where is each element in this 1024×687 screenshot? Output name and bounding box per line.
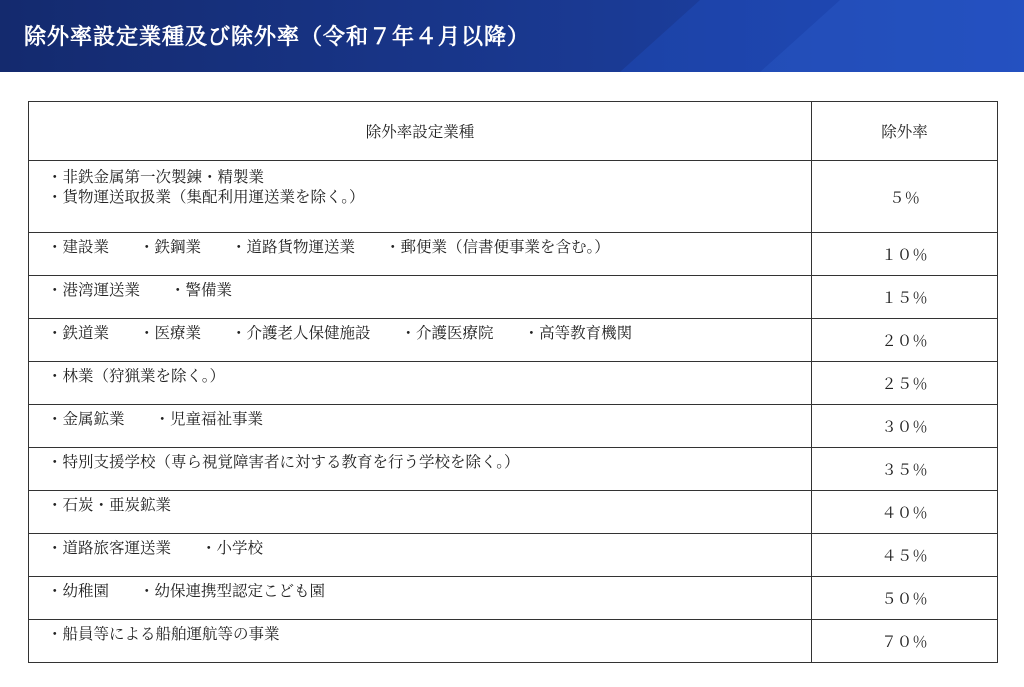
- industry-item: ・医療業: [139, 324, 202, 342]
- rate-cell: ３５％: [812, 448, 998, 491]
- industry-cell: [29, 491, 812, 534]
- rate-cell: １５％: [812, 276, 998, 319]
- industry-cell: [29, 161, 812, 233]
- industry-cell: [29, 577, 812, 620]
- table-row: [29, 405, 998, 448]
- rate-cell: ４５％: [812, 534, 998, 577]
- industry-item: ・鉄鋼業: [139, 238, 202, 256]
- industry-cell: [29, 448, 812, 491]
- table-row: [29, 491, 998, 534]
- industry-item: ・金属鉱業: [47, 410, 125, 428]
- table-row: [29, 161, 998, 233]
- industry-item: ・介護老人保健施設: [231, 324, 371, 342]
- industry-cell: [29, 620, 812, 663]
- rate-cell: ７０％: [812, 620, 998, 663]
- header-rate: 除外率: [812, 102, 998, 161]
- industry-item: ・高等教育機関: [523, 324, 633, 342]
- industry-item: ・道路貨物運送業: [231, 238, 356, 256]
- industry-item: ・非鉄金属第一次製錬・精製業: [47, 168, 265, 186]
- table-row: [29, 577, 998, 620]
- table-row: [29, 448, 998, 491]
- rate-cell: ３０％: [812, 405, 998, 448]
- exclusion-rate-table: [28, 101, 998, 663]
- rate-cell: ５％: [812, 161, 998, 233]
- industry-item: ・石炭・亜炭鉱業: [47, 496, 172, 514]
- industry-item: ・介護医療院: [400, 324, 494, 342]
- rate-cell: ２０％: [812, 319, 998, 362]
- table-row: [29, 620, 998, 663]
- title-banner: [0, 0, 1024, 72]
- industry-cell: [29, 276, 812, 319]
- rate-cell: ５０％: [812, 577, 998, 620]
- industry-cell: [29, 319, 812, 362]
- industry-item: ・港湾運送業: [47, 281, 141, 299]
- industry-cell: [29, 233, 812, 276]
- industry-item: ・鉄道業: [47, 324, 110, 342]
- table-row: [29, 534, 998, 577]
- header-industry: 除外率設定業種: [29, 102, 812, 161]
- industry-item: ・貨物運送取扱業（集配利用運送業を除く。）: [47, 188, 365, 206]
- industry-cell: [29, 405, 812, 448]
- industry-item: ・小学校: [201, 539, 264, 557]
- industry-item: ・幼保連携型認定こども園: [139, 582, 326, 600]
- industry-item: ・林業（狩猟業を除く。）: [47, 367, 225, 385]
- page-title: 除外率設定業種及び除外率（令和７年４月以降）: [24, 25, 531, 50]
- table-row: [29, 362, 998, 405]
- table-row: [29, 319, 998, 362]
- industry-item: ・道路旅客運送業: [47, 539, 172, 557]
- industry-item: ・幼稚園: [47, 582, 110, 600]
- industry-item: ・船員等による船舶運航等の事業: [47, 625, 280, 643]
- table-row: [29, 233, 998, 276]
- industry-cell: [29, 534, 812, 577]
- table-row: [29, 276, 998, 319]
- rate-cell: １０％: [812, 233, 998, 276]
- industry-item: ・建設業: [47, 238, 110, 256]
- rate-cell: ４０％: [812, 491, 998, 534]
- industry-cell: [29, 362, 812, 405]
- industry-item: ・特別支援学校（専ら視覚障害者に対する教育を行う学校を除く。）: [47, 453, 520, 471]
- industry-item: ・児童福祉事業: [154, 410, 264, 428]
- industry-item: ・郵便業（信書便事業を含む。）: [385, 238, 610, 256]
- rate-cell: ２５％: [812, 362, 998, 405]
- industry-item: ・警備業: [170, 281, 233, 299]
